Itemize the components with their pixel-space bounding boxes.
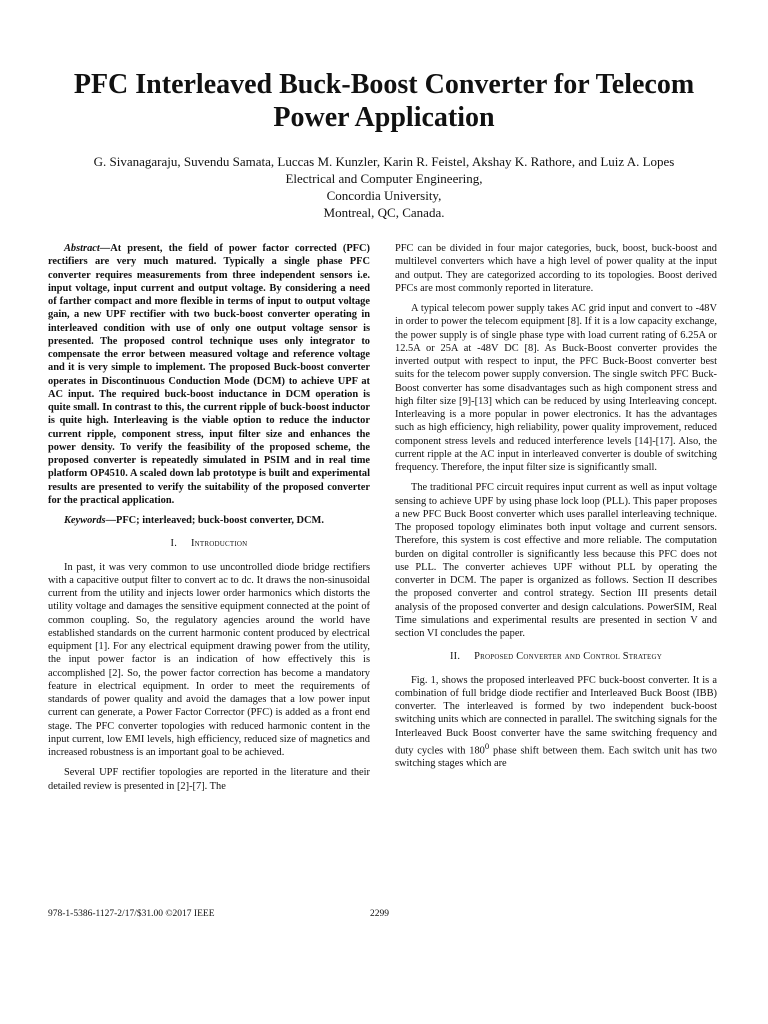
author-block — [40, 153, 728, 221]
author-university: Concordia University, — [326, 188, 442, 203]
keywords — [48, 514, 370, 527]
degree-superscript: 0 — [484, 740, 490, 751]
page-number: 2299 — [370, 909, 389, 919]
author-location: Montreal, QC, Canada. — [323, 205, 445, 220]
section-heading-introduction — [48, 537, 370, 550]
section-number: II. — [450, 651, 461, 663]
author-names: G. Sivanagaraju, Suvendu Samata, Luccas M. Kunzler, Karin R. Feistel, Akshay K. Rathore, and Luiz A. Lopes — [93, 154, 675, 169]
section2-text-start: Fig. 1, shows the proposed interleaved PFC buck-boost converter. It is a combination of full bridge diode rectifier and Interleaved Buck Boost (IBB) converter. The interleaved is formed by two independent buck-boost switching units which are connected in parallel. The switching signals for the Interleaved Buck Boost converter have the same switching frequency and duty cycles with 180 — [395, 674, 717, 757]
intro-paragraph-4: The traditional PFC circuit requires input current as well as input voltage sensing to achieve UPF by using phase lock loop (PLL). This paper proposes a new PFC Buck Boost converter which uses parallel interleaving technique. The proposed topology eliminates both input voltage and current sensors. Therefore, this system is cost effective and more reliable. The computation burden on digital controller is significantly less because this PFC does not use PLL. The converter achieves UPF without PLL by operating the converter in DCM. The paper is organized as follows. Section II describes the proposed converter and control strategy. Section III presents detail analysis of the proposed converter and design calculations. PowerSIM, Real Time simulations and experimental results are presented in section V and section VI concludes the paper. — [395, 482, 717, 639]
abstract — [48, 242, 370, 507]
abstract-text: —At present, the field of power factor corrected (PFC) rectifiers are very much matured. Typically a single phase PFC converter requires measurements from three independent sensors i.e. input voltage, input current and output voltage. By considering a need of farther compact and more flexible in terms of input to output voltage gain, a new UPF rectifier with two buck-boost converter operating in interleaved condition with use of only one output voltage sensor is presented. The proposed control technique uses only integrator to compensate the error between measured voltage and reference voltage and it is very simple to implement. The proposed Buck-boost converter operates in Discontinuous Conduction Mode (DCM) to achieve UPF at AC input. The required buck-boost inductance in DCM operation is quite small. In contrast to this, the current ripple of buck-boost inductor is quite high. Interleaving is the viable option to reduce the inductor current ripple, component stress, input filter size and enhances the power density. To verify the feasibility of the proposed scheme, the proposed converter is repeatedly simulated in PSIM and in real time platform OP4510. A scaled down lab prototype is built and experimental results are presented to verify the suitability of the proposed converter for the practical application. — [48, 243, 370, 506]
keywords-text: —PFC; interleaved; buck-boost converter, DCM. — [105, 515, 324, 526]
intro-paragraph-1: In past, it was very common to use uncontrolled diode bridge rectifiers with a capacitive output filter to convert ac to dc. It draws the non-sinusoidal current from the utility and injects lower order harmonics which distorts the utility voltage and damages the sensitive equipment connected at the point of common coupling. So, the regulatory agencies around the world have established standards on the current harmonic content produced by electrical equipment [1]. For any electrical equipment drawing power from the utility, the input power factor is an indication of how effectively this is accomplished [2]. So, the power factor correction has become a mandatory feature in electrical equipment. In order to meet the requirements of standards of power quality and avoid the damages that a low power input current can generate, a Power Factor Corrector (PFC) is added as a front end stage. The PFC converter topologies with reduced harmonic content in the input current, low EMI levels, high efficiency, reduced size of magnetics and increased robustness is an important goal to be achieved. — [48, 561, 370, 758]
copyright-notice: 978-1-5386-1127-2/17/$31.00 ©2017 IEEE — [48, 909, 215, 919]
abstract-lead: Abstract — [64, 243, 100, 254]
intro-continuation: PFC can be divided in four major categories, buck, boost, buck-boost and multilevel converters which have a high level of power quality at the input and output. They are categorized according to its topologies. Boost derived PFCs are most commonly reported in literature. — [395, 243, 717, 294]
right-column — [395, 242, 717, 778]
section2-text-end: phase shift between them. Each switch unit has two switching stages which are — [395, 745, 717, 770]
keywords-lead: Keywords — [64, 515, 106, 526]
section2-paragraph-1 — [395, 674, 717, 771]
author-department: Electrical and Computer Engineering, — [285, 171, 483, 186]
intro-paragraph-2: Several UPF rectifier topologies are reported in the literature and their detailed review is presented in [2]-[7]. The — [48, 767, 370, 792]
section-title: Introduction — [191, 538, 248, 550]
intro-paragraph-3: A typical telecom power supply takes AC grid input and convert to -48V in order to power the telecom equipment [8]. If it is a low capacity exchange, the power supply is of single phase type with load current rating of 6.25A or 12.5A or 25A at -48V DC [8]. As Buck-Boost converter provides the inverted output with respect to input, the PFC Buck-Boost converter best suits for the telecom power supply conversion. The single switch PFC Buck-Boost converter has some disadvantages such as high component stress and high filter size [9]-[13] which can be reduced by using Interleaving concept. Interleaving is a more popular in power electronics. It has the advantages such as high efficiency, high reliability, power quality improvement, reduced component stress levels and reduced interference levels [14]-[17]. Also, the current ripple at the AC input in interleaved converter is double of switching frequency. Therefore, the input filter size is significantly small. — [395, 303, 717, 473]
left-column — [48, 242, 370, 800]
paper-title: PFC Interleaved Buck-Boost Converter for Telecom Power Application — [73, 69, 695, 133]
section-heading-proposed-converter — [395, 650, 717, 663]
section-title: Proposed Converter and Control Strategy — [474, 651, 662, 663]
section-number: I. — [170, 538, 178, 550]
